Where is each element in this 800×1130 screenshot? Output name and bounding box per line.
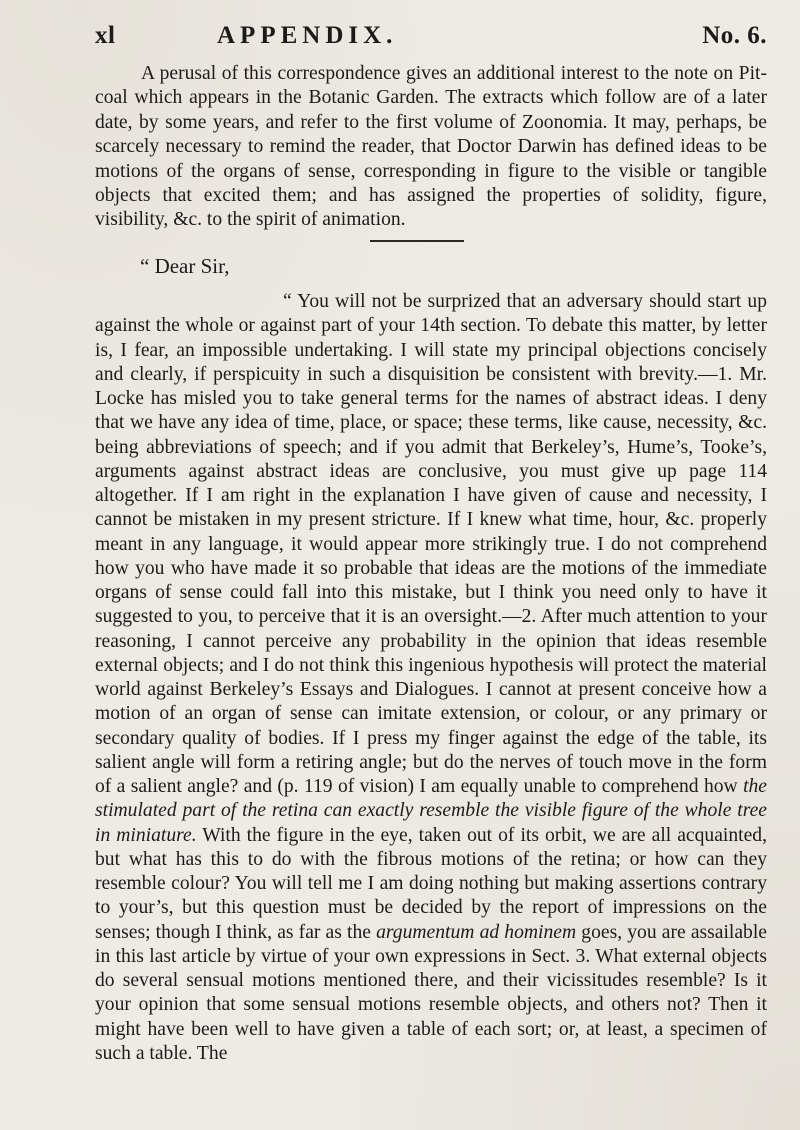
letter-salutation: “ Dear Sir, (140, 254, 230, 278)
appendix-number: No. 6. (702, 22, 767, 49)
running-header (95, 22, 767, 56)
letter-text-part-3: goes, you are assailable in this last article by virtue of your own expressions in Sect. 3. What external objects do several sensual motions mentioned there, and their vicissitudes resemble? Is it your opinion that some sensual motions resemble objects, and others not? Then it might have been well to have given a table of each sort; or, at least, a specimen of such a table. The (95, 921, 767, 1064)
running-title: APPENDIX. (217, 22, 398, 49)
letter-italic-latin: argumentum ad hominem (376, 921, 577, 943)
intro-paragraph: A perusal of this correspondence gives an additional interest to the note on Pit-coal which appears in the Botanic Garden. The extracts which follow are of a later date, by some years, and refer to the first volume of Zoonomia. It may, perhaps, be scarcely necessary to remind the reader, that Doctor Darwin has defined ideas to be motions of the organs of sense, corresponding in figure to the visible or tangible objects that excited them; and has assigned the properties of solidity, figure, visibility, &c. to the spirit of animation. (95, 63, 767, 231)
letter-text-part-2: With the figure in the eye, taken out of its orbit, we are all acquainted, but what has this to do with the fibrous motions of the retina; or how can they resemble colour? You will tell me I am doing nothing but making assertions contrary to your’s, but this question must be decided by the report of impressions on the senses; though I think, as far as the (95, 824, 767, 943)
letter-italic-quote: the stimulated part of the retina can exactly resemble the visible figure of the whole tree in miniature. (95, 776, 767, 846)
letter-body (95, 290, 767, 1066)
section-rule (370, 240, 464, 242)
page-folio: xl (95, 22, 116, 49)
letter-text-part-1: “ You will not be surprized that an adversary should start up against the whole or against part of your 14th section. To debate this matter, by letter is, I fear, an impossible undertaking. I will state my principal objections concisely and clearly, if perspicuity in such a disquisition be consistent with brevity.—1. Mr. Locke has misled you to take general terms for the names of abstract ideas. I deny that we have any idea of time, place, or space; these terms, like cause, necessity, &c. being abbreviations of speech; and if you admit that Berkeley’s, Hume’s, Tooke’s, arguments against abstract ideas are conclusive, you must give up page 114 altogether. If I am right in the explanation I have given of cause and necessity, I cannot be mistaken in my present stricture. If I knew what time, hour, &c. properly meant in any language, it would appear more strikingly true. I do not comprehend how you who have made it so probable that ideas are the motions of the immediate organs of sense could fall into this mistake, but I think you need only to have it suggested to you, to perceive that it is an oversight.—2. After much attention to your reasoning, I cannot perceive any probability in the opinion that ideas resemble external objects; and I do not think this ingenious hypothesis will protect the material world against Berkeley’s Essays and Dialogues. I cannot at present conceive how a motion of an organ of sense can imitate extension, or colour, or any primary or secondary quality of bodies. If I press my finger against the edge of the table, its salient angle will form a retiring angle; but do the nerves of touch move in the form of a salient angle? and (p. 119 of vision) I am equally unable to comprehend how (95, 291, 767, 797)
